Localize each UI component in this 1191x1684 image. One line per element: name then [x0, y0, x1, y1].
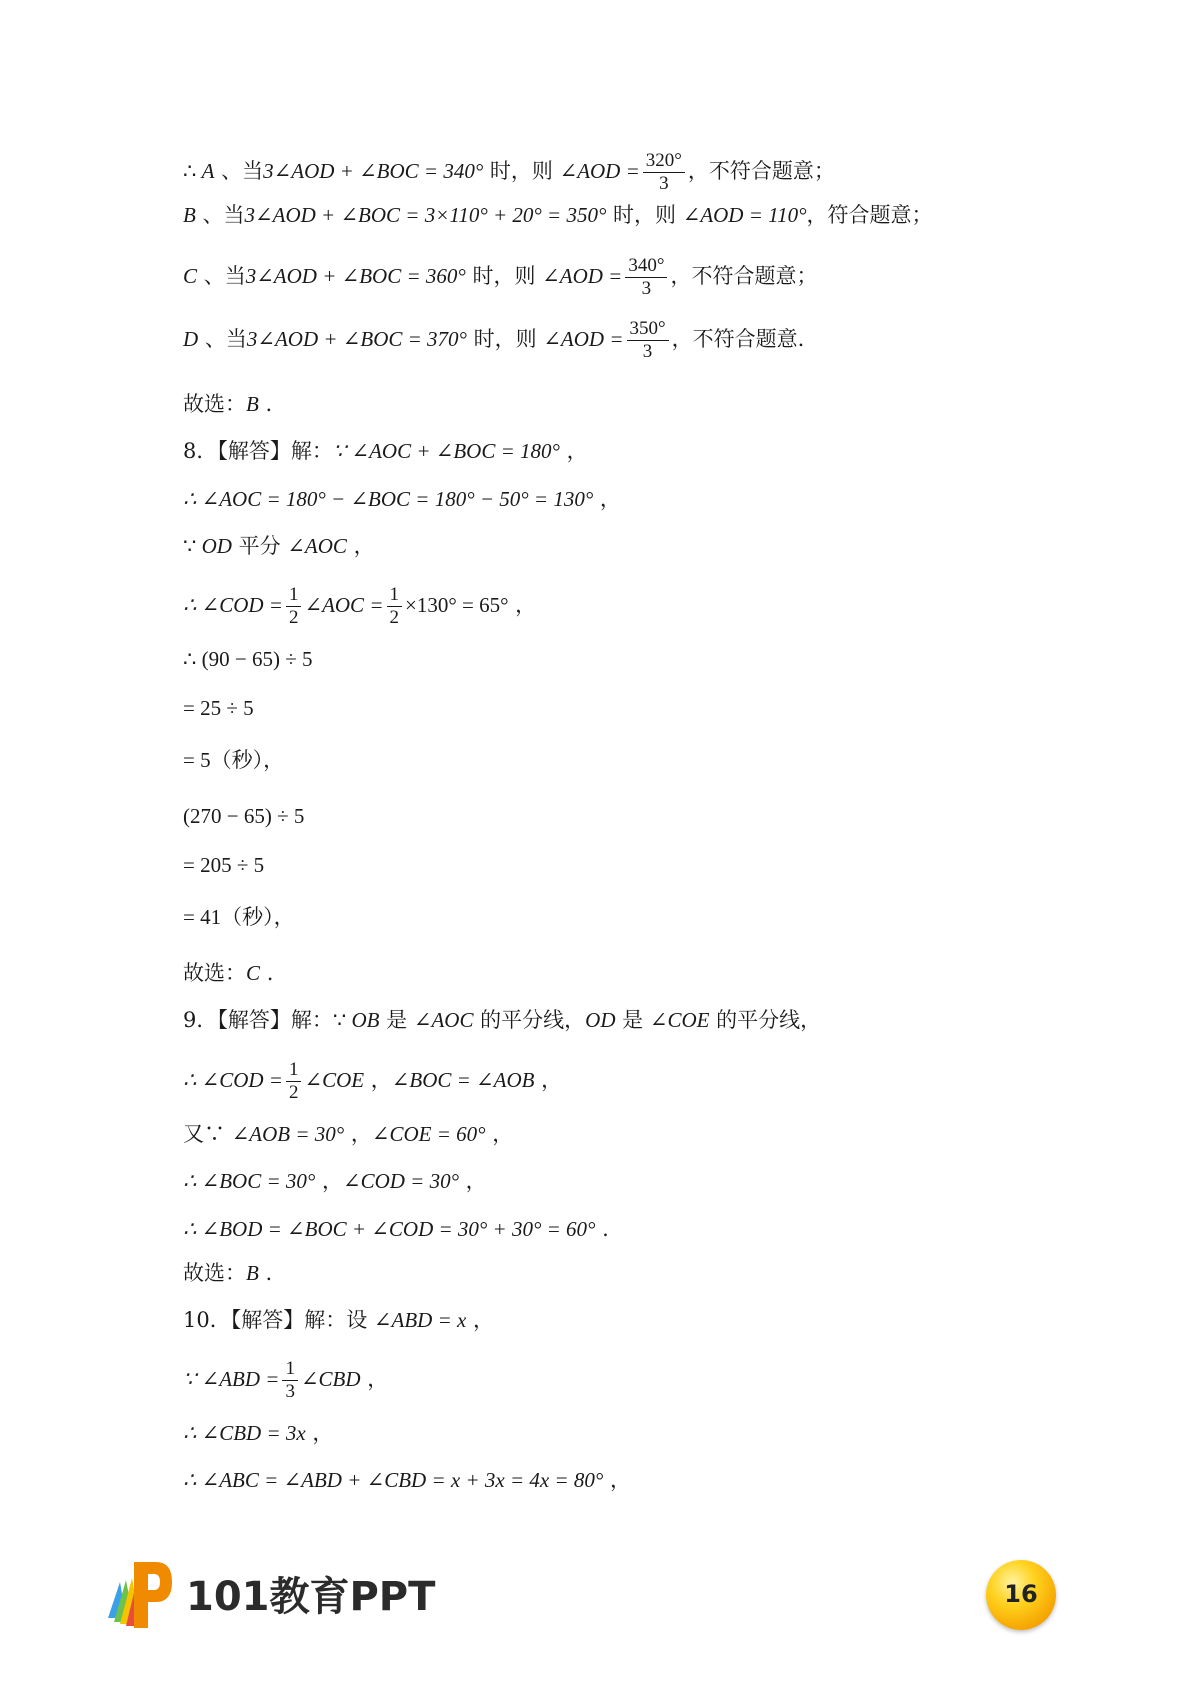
line-q9-5 [183, 1215, 609, 1243]
math-expression: ∴ ∠COD = [183, 593, 283, 617]
text: 是 [379, 1008, 414, 1032]
math-expression: = 41 [183, 905, 222, 929]
math-expression: ∴ ∠CBD = 3x [183, 1421, 306, 1445]
text: . [595, 1217, 609, 1241]
text: ， [508, 593, 537, 617]
math-expression: ∠AOD = [543, 327, 624, 351]
math-expression: ∴ ∠ABC = ∠ABD + ∠CBD = x + 3x = 4x = 80° [183, 1468, 604, 1492]
text: ， [534, 1068, 563, 1092]
math-expression: ∠COE [304, 1068, 365, 1092]
math-expression: ∴ (90 − 65) ÷ 5 [183, 647, 313, 671]
math-expression: OD [585, 1008, 616, 1032]
page-number: 16 [1004, 1580, 1038, 1608]
fraction [625, 255, 667, 300]
line-q8-6 [183, 694, 254, 722]
math-expression: ∠AOC = [304, 593, 384, 617]
math-expression: 3∠AOD + ∠BOC = 340° [263, 159, 484, 183]
line-q8-2 [183, 485, 621, 513]
math-expression: OD [201, 534, 232, 558]
text: 、当 [198, 327, 247, 351]
denominator: 3 [641, 278, 652, 299]
text: 、当 [214, 159, 264, 183]
option-letter: D [183, 327, 199, 351]
math-expression: ∠AOD = 110° [682, 203, 807, 227]
text: ， [559, 439, 588, 463]
denominator: 2 [389, 607, 399, 628]
line-answer-8 [183, 959, 273, 987]
math-expression: OB [351, 1008, 380, 1032]
question-heading: 10．【解答】解：设 [183, 1308, 374, 1332]
line-q8-10 [183, 903, 295, 931]
math-expression: ∠AOD = [559, 159, 640, 183]
line-q9-2 [183, 1059, 562, 1104]
math-expression: = 25 ÷ 5 [183, 696, 254, 720]
text: ， [346, 534, 375, 558]
math-expression: = 5 [183, 748, 211, 772]
therefore: ∴ [183, 159, 202, 183]
line-q8-8 [183, 802, 304, 830]
line-option-b [183, 201, 932, 229]
text: ，不符合题意. [671, 327, 805, 351]
brand-name: 101教育PPT [186, 1574, 436, 1620]
math-expression: ∴ ∠BOD = ∠BOC + ∠COD = 30° + 30° = 60° [183, 1217, 596, 1241]
text: . [258, 1261, 273, 1285]
question-heading: 9．【解答】解： [183, 1008, 333, 1032]
fraction [286, 584, 302, 629]
text: 时，则 [606, 203, 683, 227]
math-expression: 3∠AOD + ∠BOC = 3×110° + 20° = 350° [244, 203, 607, 227]
line-q8-9 [183, 851, 264, 879]
math-expression: ×130° = 65° [405, 593, 509, 617]
line-q10-3 [183, 1419, 333, 1447]
text: . [258, 392, 273, 416]
math-expression: ∠COE = 60° [371, 1122, 486, 1146]
fraction [286, 1059, 302, 1104]
answer-letter: C [246, 961, 261, 985]
option-letter: C [183, 264, 198, 288]
text: 平分 [231, 534, 288, 558]
text: ， [273, 905, 295, 929]
math-expression: 3∠AOD + ∠BOC = 370° [246, 327, 467, 351]
text: ， [364, 1068, 392, 1092]
unit: （秒） [210, 748, 264, 772]
text: ， [466, 1308, 495, 1332]
text: 时，则 [466, 327, 544, 351]
because: ∵ [332, 1008, 352, 1032]
math-expression: ∠ABD = x [373, 1308, 467, 1332]
line-q8-5 [183, 645, 312, 673]
line-q8-3 [183, 532, 375, 560]
text: ，不符合题意； [670, 264, 818, 288]
denominator: 2 [288, 607, 299, 628]
line-q9-3 [183, 1120, 513, 1148]
numerator: 320° [643, 150, 685, 173]
text: 是 [615, 1008, 650, 1032]
page-number-badge [986, 1560, 1056, 1630]
text: 故选： [183, 961, 246, 985]
denominator: 3 [285, 1381, 295, 1402]
text: ， [305, 1421, 334, 1445]
unit: （秒） [221, 905, 274, 929]
line-option-d [183, 318, 804, 363]
math-expression: ∠COE [649, 1008, 710, 1032]
math-expression: ∠AOC [413, 1008, 474, 1032]
math-expression: ∠AOB = 30° [231, 1122, 345, 1146]
text: ，符合题意； [806, 203, 933, 227]
line-q10-4 [183, 1466, 631, 1494]
math-expression: (270 − 65) ÷ 5 [183, 804, 305, 828]
math-expression: ∠CBD [300, 1367, 361, 1391]
fraction [282, 1358, 298, 1403]
math-expression: 3∠AOD + ∠BOC = 360° [245, 264, 466, 288]
answer-letter: B [246, 392, 259, 416]
numerator: 1 [286, 1059, 302, 1082]
option-letter: B [183, 203, 196, 227]
math-expression: ∴ ∠AOC = 180° − ∠BOC = 180° − 50° = 130° [183, 487, 594, 511]
line-option-c [183, 255, 817, 300]
denominator: 2 [288, 1082, 299, 1103]
text: ， [485, 1122, 514, 1146]
line-q9-start [183, 1006, 821, 1034]
math-expression: ∵ ∠ABD = [183, 1367, 280, 1391]
line-option-a [183, 150, 835, 195]
text: 的平分线， [709, 1008, 822, 1032]
because: ∵ [183, 534, 202, 558]
text: ， [263, 748, 285, 772]
fraction [627, 318, 669, 363]
denominator: 3 [659, 173, 669, 194]
line-q10-2 [183, 1358, 388, 1403]
text: ， [458, 1169, 487, 1193]
denominator: 3 [642, 341, 653, 362]
text: 时，则 [483, 159, 560, 183]
math-expression: ∠AOD = [542, 264, 623, 288]
text: ，不符合题意； [687, 159, 835, 183]
text: 故选： [183, 392, 246, 416]
text: 又∵ [183, 1122, 232, 1146]
fraction [387, 584, 403, 629]
text: ， [360, 1367, 389, 1391]
math-expression: ∠AOC [287, 534, 347, 558]
numerator: 340° [625, 255, 667, 278]
text: ， [344, 1122, 372, 1146]
text: 故选： [183, 1261, 246, 1285]
text: . [260, 961, 274, 985]
numerator: 1 [286, 584, 302, 607]
fraction [643, 150, 685, 195]
line-q10-start [183, 1306, 494, 1334]
option-letter: A [201, 159, 215, 183]
math-expression: ∴ ∠BOC = 30° [183, 1169, 316, 1193]
text: 时，则 [465, 264, 543, 288]
math-expression: ∠COD = 30° [342, 1169, 459, 1193]
math-expression: ∵ ∠AOC + ∠BOC = 180° [332, 439, 560, 463]
line-q8-4 [183, 584, 536, 629]
text: 的平分线， [473, 1008, 586, 1032]
line-q9-4 [183, 1167, 487, 1195]
line-q8-7 [183, 746, 284, 774]
question-heading: 8．【解答】解： [183, 439, 333, 463]
numerator: 1 [387, 584, 403, 607]
text: 、当 [197, 264, 246, 288]
math-expression: = 205 ÷ 5 [183, 853, 265, 877]
math-expression: ∴ ∠COD = [183, 1068, 283, 1092]
line-q8-start [183, 437, 588, 465]
line-answer-7 [183, 390, 272, 418]
text: ， [593, 487, 621, 511]
math-expression: ∠BOC = ∠AOB [391, 1068, 535, 1092]
numerator: 350° [627, 318, 669, 341]
text: 、当 [195, 203, 245, 227]
answer-letter: B [246, 1261, 259, 1285]
text: ， [603, 1468, 631, 1492]
line-answer-9 [183, 1259, 272, 1287]
numerator: 1 [282, 1358, 298, 1381]
text: ， [315, 1169, 343, 1193]
101-logo-icon [100, 1552, 175, 1632]
